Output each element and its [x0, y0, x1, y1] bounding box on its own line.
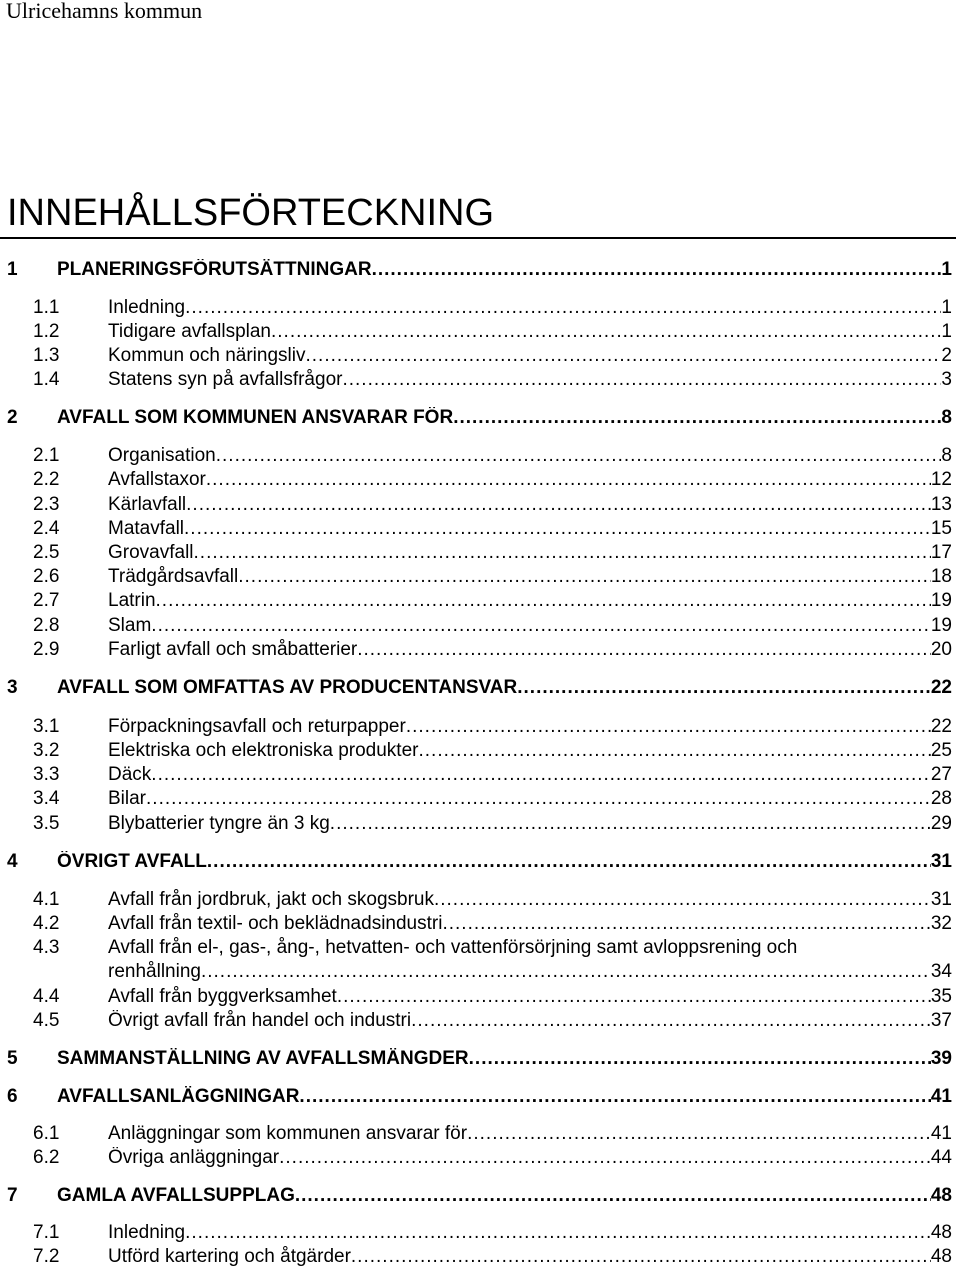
toc-entry-number: 4.3: [33, 937, 60, 958]
toc-leader-dots: [279, 1147, 931, 1169]
toc-entry-page: 31: [930, 851, 952, 872]
toc-entry[interactable]: [0, 716, 960, 742]
toc-entry-page: 8: [941, 407, 952, 428]
toc-entry[interactable]: [0, 851, 960, 877]
toc-entry-number: 4.2: [33, 913, 60, 934]
document-header: Ulricehamns kommun: [6, 0, 203, 23]
toc-entry-number: 6: [7, 1086, 18, 1107]
toc-entry-number: 3.3: [33, 764, 60, 785]
toc-entry-page: 35: [930, 986, 952, 1007]
toc-entry-page: 1: [941, 321, 952, 342]
toc-entry-title: Övrigt avfall från handel och industri: [108, 1010, 412, 1031]
toc-entry-number: 2.4: [33, 518, 60, 539]
toc-leader-dots: [238, 566, 931, 588]
toc-entry-number: 2.2: [33, 469, 60, 490]
toc-leader-dots: [406, 716, 931, 738]
toc-entry-title: Bilar: [108, 788, 147, 809]
toc-entry-page: 48: [930, 1222, 952, 1243]
toc-leader-dots: [185, 1222, 931, 1244]
toc-entry-number: 2.6: [33, 566, 60, 587]
toc-leader-dots: [185, 297, 941, 319]
toc-entry-title: Inledning: [108, 1222, 186, 1243]
toc-entry[interactable]: [0, 788, 960, 814]
toc-entry-title: Anläggningar som kommunen ansvarar för: [108, 1123, 468, 1144]
toc-entry-title: Avfall från jordbruk, jakt och skogsbruk: [108, 889, 434, 910]
toc-entry-page: 13: [930, 494, 952, 515]
toc-entry-page: 29: [930, 813, 952, 834]
toc-leader-dots: [342, 369, 941, 391]
toc-leader-dots: [467, 1123, 931, 1145]
toc-entry-number: 1.1: [33, 297, 60, 318]
toc-entry-page: 1: [941, 259, 952, 280]
toc-leader-dots: [201, 961, 931, 983]
toc-entry[interactable]: [0, 1123, 960, 1149]
toc-entry-page: 31: [930, 889, 952, 910]
toc-entry-title: Avfallstaxor: [108, 469, 206, 490]
toc-entry[interactable]: [0, 889, 960, 915]
toc-leader-dots: [271, 321, 941, 343]
toc-leader-dots: [330, 813, 931, 835]
toc-entry-number: 7.1: [33, 1222, 60, 1243]
toc-entry-title: AVFALL SOM OMFATTAS AV PRODUCENTANSVAR: [57, 677, 518, 698]
toc-leader-dots: [194, 542, 931, 564]
toc-entry-number: 3.2: [33, 740, 60, 761]
toc-entry-title: Inledning: [108, 297, 186, 318]
toc-entry-title: Övriga anläggningar: [108, 1147, 280, 1168]
toc-entry-number: 4.1: [33, 889, 60, 910]
toc-entry-title: Blybatterier tyngre än 3 kg: [108, 813, 330, 834]
toc-leader-dots: [351, 1246, 931, 1268]
toc-entry-number: 4: [7, 851, 18, 872]
toc-entry-title: Trädgårdsavfall: [108, 566, 239, 587]
toc-entry[interactable]: [0, 813, 960, 839]
toc-entry[interactable]: [0, 639, 960, 665]
toc-entry[interactable]: [0, 1010, 960, 1036]
toc-entry-number: 1.3: [33, 345, 60, 366]
toc-entry[interactable]: [0, 764, 960, 790]
toc-entry-page: 41: [930, 1123, 952, 1144]
toc-entry[interactable]: [0, 369, 960, 395]
toc-entry-title: Tidigare avfallsplan: [108, 321, 271, 342]
toc-entry-number: 7: [7, 1185, 18, 1206]
toc-entry-title: Avfall från el-, gas-, ång-, hetvatten- och vattenförsörjning samt avloppsrening och: [108, 937, 798, 958]
toc-leader-dots: [517, 677, 931, 699]
toc-entry-number: 7.2: [33, 1246, 60, 1267]
toc-leader-dots: [453, 407, 941, 429]
toc-entry-title: Organisation: [108, 445, 216, 466]
toc-entry[interactable]: [0, 297, 960, 323]
toc-entry[interactable]: [0, 913, 960, 939]
toc-entry-page: 20: [930, 639, 952, 660]
toc-entry[interactable]: [0, 1246, 960, 1272]
toc-entry-page: 17: [930, 542, 952, 563]
toc-entry[interactable]: [0, 259, 960, 285]
toc-entry-title: Latrin: [108, 590, 156, 611]
toc-entry-title: Förpackningsavfall och returpapper: [108, 716, 406, 737]
toc-entry-title: Farligt avfall och småbatterier: [108, 639, 358, 660]
toc-entry[interactable]: [0, 1048, 960, 1074]
toc-entry-number: 4.4: [33, 986, 60, 1007]
toc-entry[interactable]: [0, 1147, 960, 1173]
page-title: INNEHÅLLSFÖRTECKNING: [7, 192, 495, 234]
toc-entry-title: GAMLA AVFALLSUPPLAG: [57, 1185, 295, 1206]
toc-leader-dots: [184, 518, 931, 540]
toc-entry-number: 2.1: [33, 445, 60, 466]
toc-entry-title: Grovavfall: [108, 542, 194, 563]
toc-entry-title: AVFALL SOM KOMMUNEN ANSVARAR FÖR: [57, 407, 454, 428]
toc-entry-number: 1: [7, 259, 18, 280]
toc-entry[interactable]: [0, 986, 960, 1012]
toc-entry-page: 19: [930, 615, 952, 636]
toc-entry-page: 28: [930, 788, 952, 809]
toc-entry-number: 5: [7, 1048, 18, 1069]
toc-entry-number: 2: [7, 407, 18, 428]
toc-entry-title: Slam: [108, 615, 152, 636]
toc-leader-dots: [337, 986, 931, 1008]
toc-entry[interactable]: [0, 1185, 960, 1211]
toc-entry-title: SAMMANSTÄLLNING AV AVFALLSMÄNGDER: [57, 1048, 469, 1069]
toc-entry[interactable]: [0, 1222, 960, 1248]
toc-entry-page: 32: [930, 913, 952, 934]
toc-entry-page: 34: [930, 961, 952, 982]
toc-entry-page: 12: [930, 469, 952, 490]
toc-leader-dots: [206, 469, 931, 491]
toc-entry[interactable]: [0, 740, 960, 766]
toc-leader-dots: [146, 788, 931, 810]
toc-entry-number: 3: [7, 677, 18, 698]
toc-entry[interactable]: [0, 677, 960, 703]
toc-entry-number: 2.3: [33, 494, 60, 515]
toc-entry-number: 6.1: [33, 1123, 60, 1144]
toc-entry[interactable]: [0, 542, 960, 568]
toc-entry-page: 48: [930, 1185, 952, 1206]
toc-entry-title: Avfall från textil- och beklädnadsindustri: [108, 913, 443, 934]
toc-entry-number: 6.2: [33, 1147, 60, 1168]
toc-leader-dots: [156, 590, 931, 612]
toc-entry-title: Kommun och näringsliv: [108, 345, 306, 366]
toc-entry[interactable]: [0, 566, 960, 592]
toc-entry-title: Utförd kartering och åtgärder: [108, 1246, 351, 1267]
toc-entry-page: 8: [941, 445, 952, 466]
toc-entry[interactable]: [0, 407, 960, 433]
toc-entry-page: 1: [941, 297, 952, 318]
toc-leader-dots: [442, 913, 930, 935]
toc-entry[interactable]: [0, 345, 960, 371]
toc-entry-number: 3.4: [33, 788, 60, 809]
toc-entry[interactable]: [0, 615, 960, 641]
toc-entry-title: Statens syn på avfallsfrågor: [108, 369, 343, 390]
toc-entry-title: Däck: [108, 764, 152, 785]
toc-leader-dots: [151, 764, 931, 786]
toc-leader-dots: [434, 889, 931, 911]
toc-entry-number: 1.4: [33, 369, 60, 390]
toc-entry-page: 22: [930, 716, 952, 737]
toc-entry-number: 2.8: [33, 615, 60, 636]
toc-leader-dots: [411, 1010, 931, 1032]
toc-leader-dots: [418, 740, 930, 762]
toc-entry-page: 15: [930, 518, 952, 539]
toc-entry-page: 27: [930, 764, 952, 785]
toc-entry-title: Elektriska och elektroniska produkter: [108, 740, 419, 761]
toc-entry-page: 3: [941, 369, 952, 390]
toc-entry[interactable]: [0, 445, 960, 471]
toc-leader-dots: [207, 851, 931, 873]
toc-entry-title: Matavfall: [108, 518, 185, 539]
toc-entry-page: 2: [941, 345, 952, 366]
toc-entry-title-continuation: renhållning: [108, 961, 201, 982]
toc-leader-dots: [357, 639, 931, 661]
toc-entry-number: 2.5: [33, 542, 60, 563]
toc-entry[interactable]: [0, 469, 960, 495]
toc-entry-page: 41: [930, 1086, 952, 1107]
toc-entry-number: 3.5: [33, 813, 60, 834]
toc-entry[interactable]: [0, 937, 960, 982]
toc-entry[interactable]: [0, 321, 960, 347]
toc-entry-page: 39: [930, 1048, 952, 1069]
toc-entry-page: 22: [930, 677, 952, 698]
toc-entry-number: 4.5: [33, 1010, 60, 1031]
toc-leader-dots: [372, 259, 942, 281]
toc-leader-dots: [299, 1086, 930, 1108]
toc-leader-dots: [295, 1185, 931, 1207]
toc-entry-title: ÖVRIGT AVFALL: [57, 851, 207, 872]
toc-entry[interactable]: [0, 590, 960, 616]
toc-entry[interactable]: [0, 1086, 960, 1112]
toc-entry-number: 2.9: [33, 639, 60, 660]
toc-entry-page: 19: [930, 590, 952, 611]
toc-entry-number: 2.7: [33, 590, 60, 611]
toc-entry-page: 25: [930, 740, 952, 761]
toc-entry[interactable]: [0, 494, 960, 520]
toc-leader-dots: [151, 615, 931, 637]
toc-entry-page: 37: [930, 1010, 952, 1031]
toc-leader-dots: [469, 1048, 931, 1070]
toc-entry-title: AVFALLSANLÄGGNINGAR: [57, 1086, 300, 1107]
toc-leader-dots: [216, 445, 942, 467]
toc-entry-page: 44: [930, 1147, 952, 1168]
toc-entry-page: 18: [930, 566, 952, 587]
toc-entry[interactable]: [0, 518, 960, 544]
toc-leader-dots: [186, 494, 931, 516]
toc-leader-dots: [305, 345, 941, 367]
toc-entry-number: 3.1: [33, 716, 60, 737]
toc-entry-title: Kärlavfall: [108, 494, 187, 515]
toc-entry-title: PLANERINGSFÖRUTSÄTTNINGAR: [57, 259, 372, 280]
toc-entry-number: 1.2: [33, 321, 60, 342]
toc-entry-title: Avfall från byggverksamhet: [108, 986, 337, 1007]
toc-entry-page: 48: [930, 1246, 952, 1267]
